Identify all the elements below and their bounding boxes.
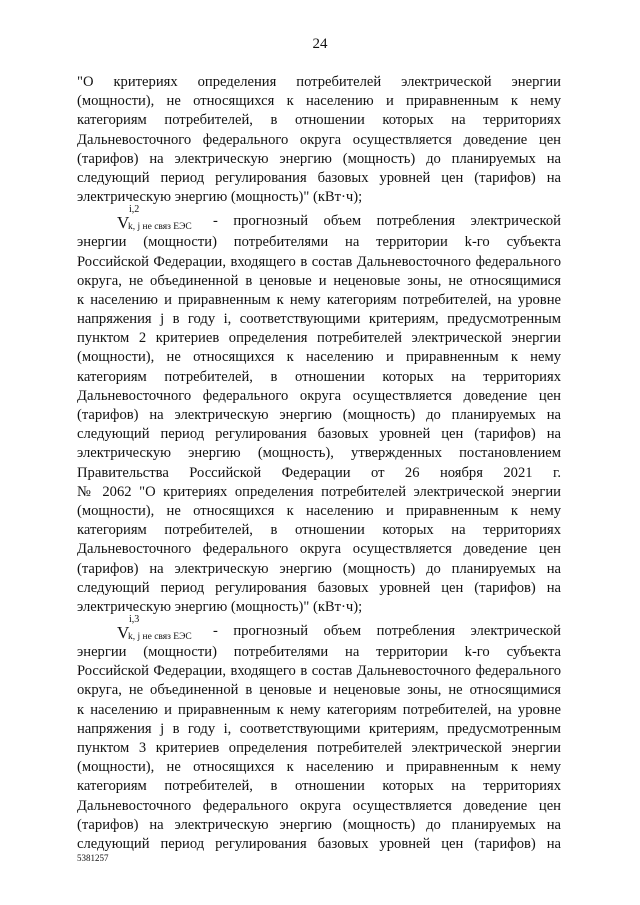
text-line: категориям потребителей, в отношении которых на территориях [77, 522, 561, 539]
text-line: (тарифов) на электрическую энергию (мощность) до планируемых на [77, 150, 561, 167]
text-line: Российской Федерации, входящего в состав Дальневосточного федерального [77, 253, 561, 270]
symbol-superscript: i,2 [129, 204, 140, 216]
text-line: электрическую энергию (мощность), утвержденных постановлением [77, 445, 561, 462]
text-line: следующий период регулирования базовых уровней цен (тарифов) на [77, 169, 561, 186]
text-line: пунктом 3 критериев определения потребителей электрической энергии [77, 740, 561, 756]
paragraph-2 [77, 204, 561, 617]
formula-line [77, 614, 561, 643]
document-code: 5381257 [77, 853, 109, 863]
text-line: напряжения j в году i, соответствующими критериям, предусмотренным [77, 311, 561, 328]
text-line: (тарифов) на электрическую энергию (мощность) до планируемых на [77, 560, 561, 577]
text-line: категориям потребителей, в отношении которых на территориях [77, 778, 561, 795]
text-line: Дальневосточного федерального округа осуществляется доведение цен [77, 131, 561, 148]
text-line: категориям потребителей, в отношении которых на территориях [77, 368, 561, 385]
text-line: (мощности), не относящихся к населению и приравненным к нему [77, 93, 561, 110]
text-line: Дальневосточного федерального округа осуществляется доведение цен [77, 387, 561, 404]
text-line: (мощности), не относящихся к населению и приравненным к нему [77, 349, 561, 366]
text-line: пунктом 2 критериев определения потребителей электрической энергии [77, 330, 561, 347]
symbol-subscript: k, j не связ ЕЭС [128, 222, 192, 233]
text-line: (мощности), не относящихся к населению и приравненным к нему [77, 502, 561, 519]
text-line: напряжения j в году i, соответствующими критериям, предусмотренным [77, 720, 561, 737]
text-line: энергии (мощности) потребителями на территории k-го субъекта [77, 234, 561, 251]
symbol-base: V [117, 213, 130, 233]
document-body [77, 73, 561, 854]
paragraph-1 [77, 73, 561, 207]
text-line: следующий период регулирования базовых уровней цен (тарифов) на [77, 426, 561, 443]
text-line: (тарифов) на электрическую энергию (мощность) до планируемых на [77, 816, 561, 833]
text-line: Российской Федерации, входящего в состав Дальневосточного федерального [77, 663, 561, 680]
text-line: округа, не объединенной в ценовые и неценовые зоны, не относящимися [77, 682, 561, 699]
page-number: 24 [312, 36, 328, 52]
symbol-base: V [117, 623, 130, 643]
text-line: энергии (мощности) потребителями на территории k-го субъекта [77, 644, 561, 661]
text-line: следующий период регулирования базовых уровней цен (тарифов) на [77, 579, 561, 596]
paragraph-3 [77, 614, 561, 854]
text-line: - прогнозный объем потребления электрической [213, 213, 561, 230]
text-line: к населению и приравненным к нему категориям потребителей, на уровне [77, 291, 561, 308]
text-line: категориям потребителей, в отношении которых на территориях [77, 112, 561, 129]
text-line: (мощности), не относящихся к населению и приравненным к нему [77, 759, 561, 776]
text-line: к населению и приравненным к нему категориям потребителей, на уровне [77, 701, 561, 718]
text-line: округа, не объединенной в ценовые и неценовые зоны, не относящимися [77, 272, 561, 289]
text-line: (тарифов) на электрическую энергию (мощность) до планируемых на [77, 407, 561, 423]
text-line: Правительства Российской Федерации от 26 ноября 2021 г. [77, 464, 561, 481]
symbol-subscript: k, j не связ ЕЭС [128, 632, 192, 643]
text-line: "О критериях определения потребителей электрической энергии [77, 74, 561, 90]
formula-symbol-v-i3 [117, 614, 213, 643]
text-line: - прогнозный объем потребления электрической [213, 622, 561, 639]
text-line: Дальневосточного федерального округа осуществляется доведение цен [77, 797, 561, 814]
text-line: электрическую энергию (мощность)" (кВт·ч); [77, 598, 363, 615]
text-line: следующий период регулирования базовых уровней цен (тарифов) на [77, 835, 561, 852]
text-line: электрическую энергию (мощность)" (кВт·ч); [77, 189, 363, 206]
text-line: Дальневосточного федерального округа осуществляется доведение цен [77, 541, 561, 558]
formula-symbol-v-i2 [117, 204, 213, 233]
symbol-superscript: i,3 [129, 614, 140, 626]
text-line: № 2062 "О критериях определения потребителей электрической энергии [77, 483, 561, 500]
formula-line [77, 204, 561, 233]
